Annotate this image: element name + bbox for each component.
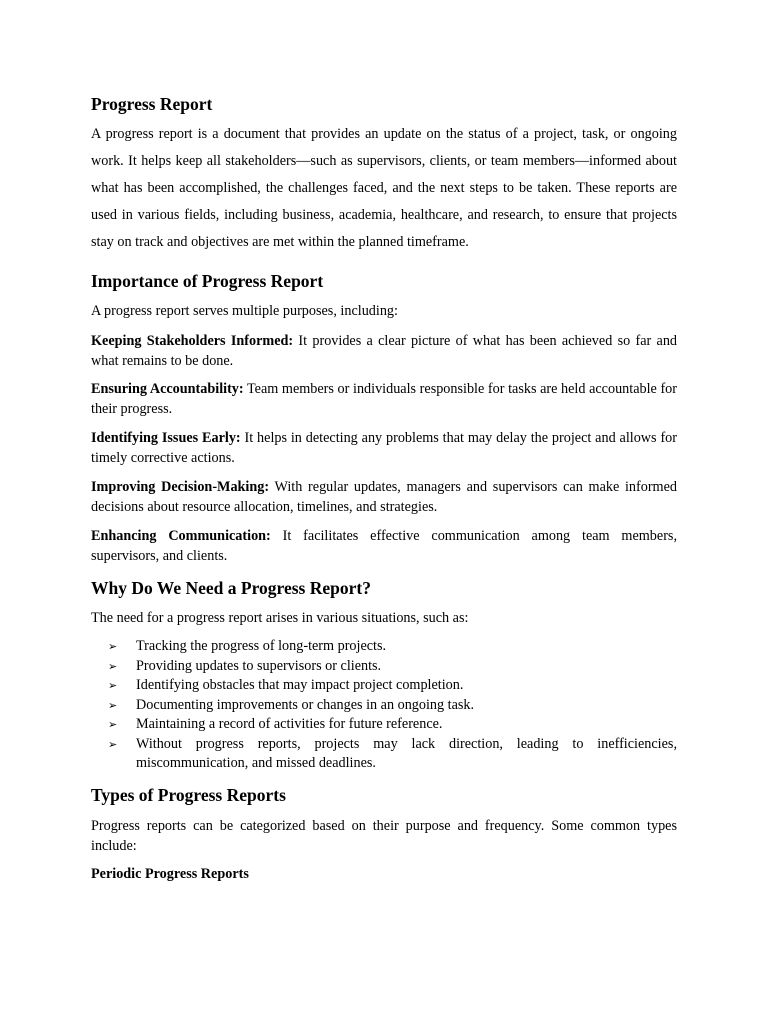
importance-item-term: Identifying Issues Early: [91,430,241,446]
paragraph-why-need-intro: The need for a progress report arises in various situations, such as: [91,610,469,626]
importance-item [91,527,677,566]
importance-item [91,380,677,419]
importance-item-text: It provides a clear picture of what has been achieved so far and what remains to be done. [91,333,678,369]
importance-item-term: Keeping Stakeholders Informed: [91,333,294,349]
importance-item-text: It helps in detecting any problems that may delay the project and allows for timely corrective actions. [91,430,677,466]
why-need-bullet-list [108,637,677,774]
list-item-text: Without progress reports, projects may lack direction, leading to inefficiencies, miscommunication, and missed deadlines. [136,735,677,771]
list-item [108,735,677,774]
list-item-text: Identifying obstacles that may impact project completion. [136,677,464,693]
arrow-bullet-icon: ➢ [108,718,118,731]
importance-item [91,478,677,517]
list-item [108,696,677,716]
list-item [108,676,677,696]
list-item [108,637,677,657]
arrow-bullet-icon: ➢ [108,737,118,751]
paragraph-importance-intro: A progress report serves multiple purposes, including: [91,303,398,319]
list-item-text: Documenting improvements or changes in an ongoing task. [136,696,475,713]
arrow-bullet-icon: ➢ [108,679,118,692]
importance-item-term: Enhancing Communication: [91,528,271,544]
paragraph-progress-report-definition: A progress report is a document that provides an update on the status of a project, task, or ongoing work. It helps keep all stakeholders—such as supervisors, clients, or team members—informed about what has been accomplished, the challenges faced, and the next steps to be taken. These reports are used in various fields, including business, academia, healthcare, and research, to ensure that projects stay on track and objectives are met within the planned timeframe. [91,126,677,250]
list-item-text: Maintaining a record of activities for future reference. [136,716,443,732]
importance-item-term: Improving Decision-Making: [91,479,270,495]
section-heading-why-need: Why Do We Need a Progress Report? [91,578,371,598]
list-item [108,657,677,677]
section-heading-progress-report: Progress Report [91,94,213,114]
importance-item [91,429,677,468]
section-heading-types: Types of Progress Reports [91,785,286,805]
importance-item-text: With regular updates, managers and supervisors can make informed decisions about resource allocation, timelines, and strategies. [91,479,677,515]
paragraph-types-intro: Progress reports can be categorized based on their purpose and frequency. Some common types include: [91,818,677,854]
list-item-text: Tracking the progress of long-term projects. [136,638,387,654]
list-item-text: Providing updates to supervisors or clients. [136,657,382,674]
importance-item-text: Team members or individuals responsible for tasks are held accountable for their progress. [91,381,677,417]
importance-item-text: It facilitates effective communication among team members, supervisors, and clients. [91,528,677,564]
arrow-bullet-icon: ➢ [108,698,118,712]
arrow-bullet-icon: ➢ [108,640,118,653]
list-item [108,715,677,735]
importance-item-term: Ensuring Accountability: [91,381,244,397]
subheading-periodic-progress-reports: Periodic Progress Reports [91,866,249,882]
arrow-bullet-icon: ➢ [108,659,118,673]
importance-item [91,332,677,371]
section-heading-importance: Importance of Progress Report [91,271,324,291]
